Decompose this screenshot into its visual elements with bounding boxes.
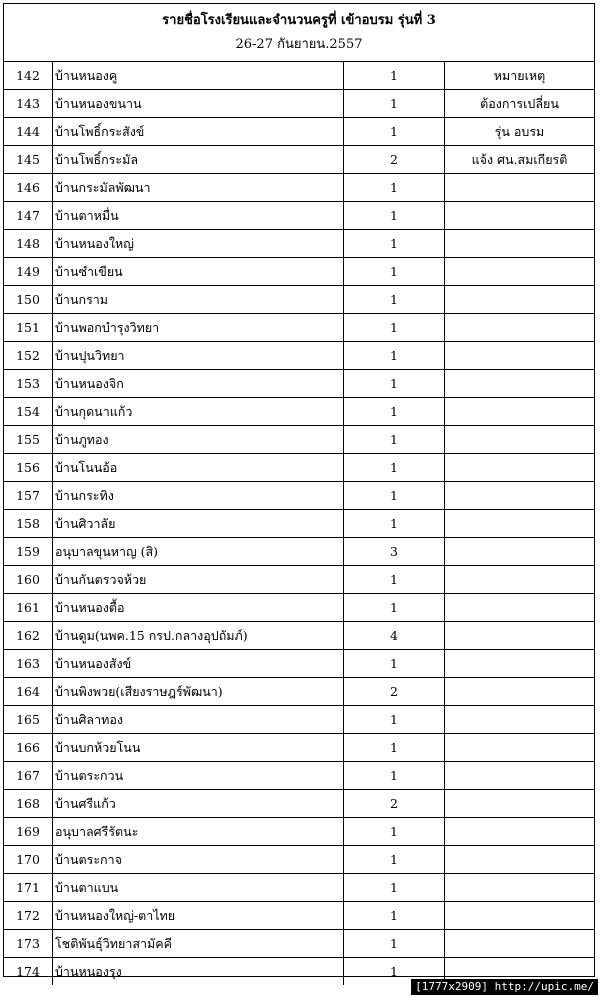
school-name: บ้านโนนอ้อ (53, 454, 344, 482)
teacher-count: 1 (344, 706, 445, 734)
remark-cell (445, 398, 595, 426)
school-name: บ้านบกห้วยโนน (53, 734, 344, 762)
remark-cell (445, 454, 595, 482)
teacher-count: 1 (344, 398, 445, 426)
school-name: บ้านหนองจิก (53, 370, 344, 398)
table-row (4, 370, 594, 398)
table-row (4, 762, 594, 790)
table-row (4, 874, 594, 902)
row-number: 169 (4, 818, 53, 846)
row-number: 155 (4, 426, 53, 454)
teacher-count: 1 (344, 650, 445, 678)
school-name: บ้านภูทอง (53, 426, 344, 454)
remark-cell (445, 622, 595, 650)
teacher-count: 2 (344, 678, 445, 706)
teacher-count: 1 (344, 482, 445, 510)
school-name: บ้านศิลาทอง (53, 706, 344, 734)
school-name: บ้านพิงพวย(เสียงราษฎร์พัฒนา) (53, 678, 344, 706)
remark-cell (445, 902, 595, 930)
remark-cell (445, 790, 595, 818)
table-row (4, 174, 594, 202)
school-name: บ้านซำเขียน (53, 258, 344, 286)
row-number: 156 (4, 454, 53, 482)
table-row (4, 818, 594, 846)
table-row (4, 230, 594, 258)
teacher-count: 1 (344, 818, 445, 846)
school-name: บ้านหนองใหญ่ (53, 230, 344, 258)
table-row (4, 202, 594, 230)
table-row (4, 314, 594, 342)
table-row (4, 566, 594, 594)
remark-cell: แจ้ง ศน.สมเกียรติ (445, 146, 595, 174)
school-name: บ้านตาหมื่น (53, 202, 344, 230)
remark-cell (445, 370, 595, 398)
remark-cell (445, 846, 595, 874)
remark-cell (445, 930, 595, 958)
document-subtitle: 26-27 กันยายน.2557 (235, 37, 363, 52)
teacher-count: 1 (344, 594, 445, 622)
teacher-count: 4 (344, 622, 445, 650)
remark-cell (445, 426, 595, 454)
school-name: บ้านหนองขนาน (53, 90, 344, 118)
teacher-count: 1 (344, 426, 445, 454)
school-name: บ้านศิวาลัย (53, 510, 344, 538)
school-name: บ้านหนองคู (53, 62, 344, 90)
table-row (4, 398, 594, 426)
teacher-count: 1 (344, 510, 445, 538)
remark-cell (445, 258, 595, 286)
teacher-count: 1 (344, 454, 445, 482)
row-number: 170 (4, 846, 53, 874)
teacher-count: 1 (344, 314, 445, 342)
table-row (4, 538, 594, 566)
document-sheet (3, 3, 595, 977)
teacher-count: 1 (344, 762, 445, 790)
row-number: 150 (4, 286, 53, 314)
teacher-count: 1 (344, 566, 445, 594)
remark-cell: ต้องการเปลี่ยน (445, 90, 595, 118)
remark-cell (445, 734, 595, 762)
school-name: บ้านกุดนาแก้ว (53, 398, 344, 426)
row-number: 160 (4, 566, 53, 594)
table-row (4, 622, 594, 650)
school-name: บ้านตระกวน (53, 762, 344, 790)
row-number: 166 (4, 734, 53, 762)
row-number: 161 (4, 594, 53, 622)
remark-cell (445, 538, 595, 566)
teacher-count: 1 (344, 846, 445, 874)
row-number: 173 (4, 930, 53, 958)
school-name: บ้านโพธิ์กระมัล (53, 146, 344, 174)
row-number: 162 (4, 622, 53, 650)
row-number: 168 (4, 790, 53, 818)
teacher-count: 1 (344, 958, 445, 986)
school-name: บ้านกระทิง (53, 482, 344, 510)
table-row (4, 594, 594, 622)
table-row (4, 426, 594, 454)
teacher-count: 1 (344, 202, 445, 230)
remark-cell (445, 286, 595, 314)
school-name: บ้านตระกาจ (53, 846, 344, 874)
school-name: บ้านศรีแก้ว (53, 790, 344, 818)
remark-cell (445, 874, 595, 902)
school-name: บ้านกันตรวจห้วย (53, 566, 344, 594)
row-number: 164 (4, 678, 53, 706)
remark-cell (445, 314, 595, 342)
teacher-count: 3 (344, 538, 445, 566)
row-number: 167 (4, 762, 53, 790)
teacher-count: 2 (344, 146, 445, 174)
table-row (4, 790, 594, 818)
row-number: 148 (4, 230, 53, 258)
table-row (4, 454, 594, 482)
remark-cell (445, 342, 595, 370)
row-number: 146 (4, 174, 53, 202)
table-row (4, 706, 594, 734)
teacher-count: 1 (344, 734, 445, 762)
teacher-count: 1 (344, 174, 445, 202)
remark-cell (445, 510, 595, 538)
school-name: อนุบาลขุนหาญ (สิ) (53, 538, 344, 566)
watermark: [1777x2909] http://upic.me/ (411, 979, 598, 995)
table-row (4, 118, 594, 146)
row-number: 142 (4, 62, 53, 90)
teacher-count: 1 (344, 230, 445, 258)
table-row (4, 482, 594, 510)
remark-cell (445, 482, 595, 510)
table-row (4, 846, 594, 874)
table-row (4, 146, 594, 174)
teacher-count: 1 (344, 90, 445, 118)
document-title: รายชื่อโรงเรียนและจำนวนครูที่ เข้าอบรม รุ่นที่ 3 (162, 13, 436, 28)
teacher-count: 1 (344, 930, 445, 958)
row-number: 143 (4, 90, 53, 118)
row-number: 151 (4, 314, 53, 342)
school-table-body (4, 62, 594, 985)
teacher-count: 1 (344, 286, 445, 314)
table-row (4, 286, 594, 314)
row-number: 145 (4, 146, 53, 174)
table-row (4, 510, 594, 538)
table-row (4, 342, 594, 370)
teacher-count: 1 (344, 62, 445, 90)
school-name: บ้านปุนวิทยา (53, 342, 344, 370)
table-row (4, 62, 594, 90)
school-name: บ้านดูม(นพค.15 กรป.กลางอุปถัมภ์) (53, 622, 344, 650)
teacher-count: 1 (344, 118, 445, 146)
row-number: 154 (4, 398, 53, 426)
row-number: 174 (4, 958, 53, 986)
school-name: บ้านโพธิ์กระสังข์ (53, 118, 344, 146)
row-number: 144 (4, 118, 53, 146)
remark-cell (445, 594, 595, 622)
table-row (4, 90, 594, 118)
row-number: 157 (4, 482, 53, 510)
school-table (4, 62, 594, 985)
teacher-count: 1 (344, 258, 445, 286)
remark-cell (445, 230, 595, 258)
table-row (4, 734, 594, 762)
row-number: 165 (4, 706, 53, 734)
teacher-count: 1 (344, 370, 445, 398)
school-name: บ้านหนองสังข์ (53, 650, 344, 678)
remark-cell (445, 706, 595, 734)
row-number: 152 (4, 342, 53, 370)
remark-cell (445, 678, 595, 706)
remark-cell (445, 762, 595, 790)
school-name: บ้านหนองใหญ่-ตาไทย (53, 902, 344, 930)
school-name: โชติพันธุ์วิทยาสามัคคี (53, 930, 344, 958)
school-name: บ้านกระมัลพัฒนา (53, 174, 344, 202)
teacher-count: 1 (344, 874, 445, 902)
school-name: บ้านตาแบน (53, 874, 344, 902)
table-row (4, 678, 594, 706)
row-number: 147 (4, 202, 53, 230)
row-number: 153 (4, 370, 53, 398)
remark-cell: รุ่น อบรม (445, 118, 595, 146)
document-header (4, 4, 594, 62)
remark-cell (445, 650, 595, 678)
remark-cell: หมายเหตุ (445, 62, 595, 90)
remark-cell (445, 566, 595, 594)
row-number: 159 (4, 538, 53, 566)
school-name: บ้านหนองตื้อ (53, 594, 344, 622)
row-number: 163 (4, 650, 53, 678)
table-row (4, 930, 594, 958)
school-name: บ้านกราม (53, 286, 344, 314)
table-row (4, 650, 594, 678)
school-name: บ้านหนองรุง (53, 958, 344, 986)
table-row (4, 258, 594, 286)
school-name: บ้านพอกบำรุงวิทยา (53, 314, 344, 342)
school-name: อนุบาลศรีรัตนะ (53, 818, 344, 846)
table-row (4, 902, 594, 930)
row-number: 172 (4, 902, 53, 930)
row-number: 158 (4, 510, 53, 538)
teacher-count: 1 (344, 902, 445, 930)
row-number: 171 (4, 874, 53, 902)
teacher-count: 1 (344, 342, 445, 370)
row-number: 149 (4, 258, 53, 286)
teacher-count: 2 (344, 790, 445, 818)
remark-cell (445, 202, 595, 230)
remark-cell (445, 174, 595, 202)
remark-cell (445, 818, 595, 846)
